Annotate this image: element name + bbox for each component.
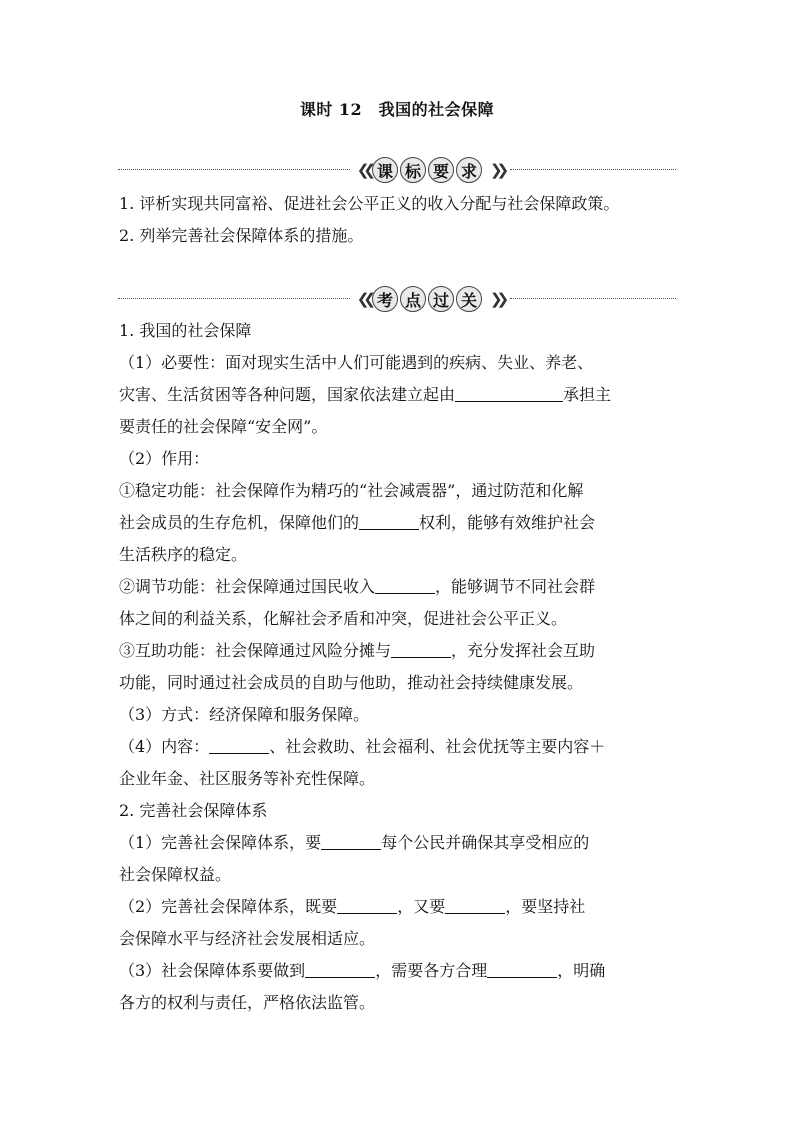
exam-points-body [119,315,679,1019]
badge-char: 求 [456,157,482,183]
text: ②调节功能：社会保障通过国民收入 [119,577,376,596]
fill-blank[interactable] [337,893,397,914]
text: 灾害、生活贫困等各种问题，国家依法建立起由 [119,385,456,404]
role-heading: （2）作用： [119,449,210,468]
fill-blank[interactable] [305,957,375,978]
section-banner-exam-points [118,282,676,316]
fill-blank[interactable] [455,381,563,402]
stability-line-2 [119,507,679,539]
badge-char: 关 [456,286,482,312]
curriculum-items [119,188,679,252]
text: （3）社会保障体系要做到 [119,961,306,980]
fill-blank[interactable] [445,893,505,914]
text: ，能够调节不同社会群 [435,577,596,596]
text: 每个公民并确保其享受相应的 [381,833,590,852]
text: ，明确 [557,961,606,980]
chevron-right-icon: ❯❯ [490,289,504,308]
section-badge [350,153,510,187]
dotted-rule-right [510,169,676,170]
text: （4）内容： [119,737,210,756]
content-line-1 [119,731,679,763]
regulation-line-2: 体之间的利益关系，化解社会矛盾和冲突，促进社会公平正义。 [119,609,568,628]
heading-improve-system: 2. 完善社会保障体系 [119,801,268,820]
improve-3-line-1 [119,955,679,987]
fill-blank[interactable] [359,509,419,530]
list-item: 1. 评析实现共同富裕、促进社会公平正义的收入分配与社会保障政策。 [119,194,620,213]
dotted-rule-right [510,298,676,299]
page-title: 课时 12 我国的社会保障 [299,100,495,119]
text: ，充分发挥社会互助 [451,641,596,660]
badge-char: 要 [428,157,454,183]
text: 社会成员的生存危机，保障他们的 [119,513,360,532]
badge-char: 课 [372,157,398,183]
improve-2-line-1 [119,891,679,923]
badge-char: 过 [428,286,454,312]
necessity-line-1: （1）必要性：面对现实生活中人们可能遇到的疾病、失业、养老、 [119,353,594,372]
chevron-right-icon: ❯❯ [490,160,504,179]
badge-char: 点 [400,286,426,312]
fill-blank[interactable] [321,829,381,850]
badge-char: 考 [372,286,398,312]
fill-blank[interactable] [391,637,451,658]
text: 、社会救助、社会福利、社会优抚等主要内容＋ [269,737,606,756]
text: ，又要 [397,897,446,916]
section-banner-curriculum-standards [118,153,676,187]
necessity-line-3: 要责任的社会保障“安全网”。 [119,417,328,436]
badge-char: 标 [400,157,426,183]
fill-blank[interactable] [487,957,557,978]
improve-1-line-1 [119,827,679,859]
fill-blank[interactable] [209,733,269,754]
text: ，要坚持社 [505,897,586,916]
regulation-line-1 [119,571,679,603]
chevron-left-icon: ❮❮ [356,160,370,179]
improve-1-line-2: 社会保障权益。 [119,865,232,884]
dotted-rule-left [118,298,350,299]
stability-line-1: ①稳定功能：社会保障作为精巧的“社会减震器”，通过防范和化解 [119,481,584,500]
method-line: （3）方式：经济保障和服务保障。 [119,705,370,724]
text: ，需要各方合理 [375,961,488,980]
heading-social-security: 1. 我国的社会保障 [119,321,252,340]
text: 权利，能够有效维护社会 [419,513,596,532]
dotted-rule-left [118,169,350,170]
chevron-left-icon: ❮❮ [356,289,370,308]
text: （1）完善社会保障体系，要 [119,833,322,852]
necessity-line-2 [119,379,679,411]
text: （2）完善社会保障体系，既要 [119,897,338,916]
text: ③互助功能：社会保障通过风险分摊与 [119,641,392,660]
list-item: 2. 列举完善社会保障体系的措施。 [119,226,364,245]
content-line-2: 企业年金、社区服务等补充性保障。 [119,769,376,788]
fill-blank[interactable] [375,573,435,594]
text: 承担主 [563,385,612,404]
section-badge [350,282,510,316]
improve-3-line-2: 各方的权利与责任，严格依法监管。 [119,993,376,1012]
mutual-aid-line-1 [119,635,679,667]
mutual-aid-line-2: 功能，同时通过社会成员的自助与他助，推动社会持续健康发展。 [119,673,584,692]
stability-line-3: 生活秩序的稳定。 [119,545,248,564]
improve-2-line-2: 会保障水平与经济社会发展相适应。 [119,929,376,948]
